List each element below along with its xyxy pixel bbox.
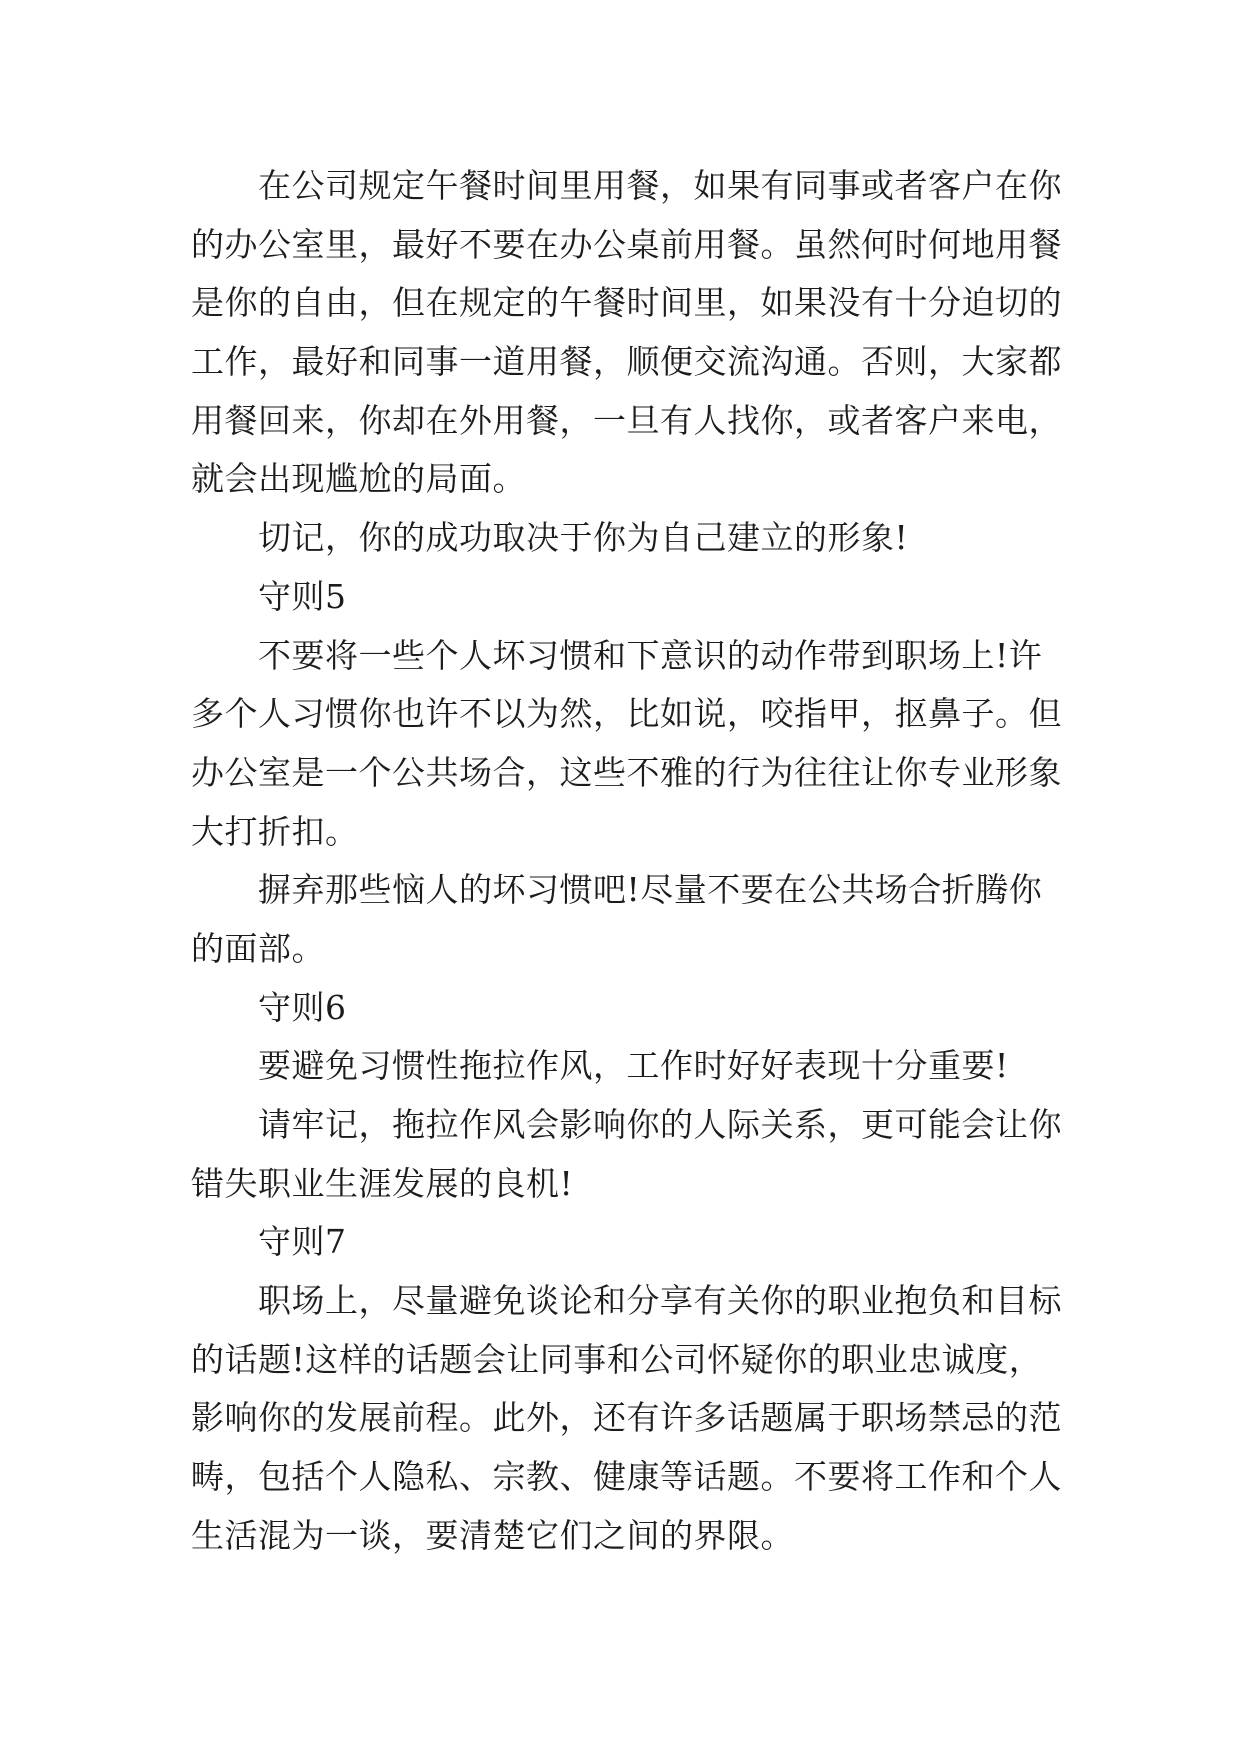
rule-heading-5 — [191, 568, 1071, 627]
paragraph-line: 要避免习惯性拖拉作风，工作时好好表现十分重要! — [258, 1046, 1009, 1086]
paragraph-line: 的办公室里，最好不要在办公桌前用餐。虽然何时何地用餐 — [191, 224, 1062, 264]
paragraph-line: 多个人习惯你也许不以为然，比如说，咬指甲，抠鼻子。但 — [191, 694, 1062, 734]
paragraph-line: 不要将一些个人坏习惯和下意识的动作带到职场上!许 — [258, 635, 1043, 675]
paragraph-line: 职场上，尽量避免谈论和分享有关你的职业抱负和目标 — [258, 1281, 1062, 1321]
paragraph-line: 办公室是一个公共场合，这些不雅的行为往往让你专业形象 — [191, 752, 1062, 792]
rule-heading-7 — [191, 1213, 1071, 1272]
paragraph-line: 用餐回来，你却在外用餐，一旦有人找你，或者客户来电， — [191, 400, 1062, 440]
paragraph-line: 就会出现尴尬的局面。 — [191, 459, 526, 499]
paragraph-abandon-habits — [191, 861, 1071, 978]
rule-heading-text: 守则6 — [258, 987, 347, 1027]
rule-heading-6 — [191, 979, 1071, 1038]
paragraph-taboo-topics — [191, 1272, 1071, 1565]
paragraph-line: 的话题!这样的话题会让同事和公司怀疑你的职业忠诚度， — [191, 1339, 1043, 1379]
paragraph-line: 影响你的发展前程。此外，还有许多话题属于职场禁忌的范 — [191, 1398, 1062, 1438]
paragraph-line: 工作，最好和同事一道用餐，顺便交流沟通。否则，大家都 — [191, 342, 1062, 382]
paragraph-line: 生活混为一谈，要清楚它们之间的界限。 — [191, 1515, 794, 1555]
paragraph-remember-image — [191, 509, 1071, 568]
paragraph-lunch-etiquette — [191, 157, 1071, 509]
paragraph-procrastination-impact — [191, 1096, 1071, 1213]
paragraph-line: 错失职业生涯发展的良机! — [191, 1163, 574, 1203]
paragraph-bad-habits — [191, 627, 1071, 862]
paragraph-line: 请牢记，拖拉作风会影响你的人际关系，更可能会让你 — [258, 1105, 1062, 1144]
rule-heading-text: 守则7 — [258, 1222, 347, 1262]
paragraph-line: 的面部。 — [191, 928, 325, 968]
paragraph-avoid-procrastination — [191, 1037, 1071, 1096]
rule-heading-text: 守则5 — [258, 576, 347, 616]
paragraph-line: 畴，包括个人隐私、宗教、健康等话题。不要将工作和个人 — [191, 1457, 1062, 1497]
paragraph-line: 摒弃那些恼人的坏习惯吧!尽量不要在公共场合折腾你 — [258, 870, 1043, 910]
paragraph-line: 是你的自由，但在规定的午餐时间里，如果没有十分迫切的 — [191, 283, 1062, 323]
document-page — [191, 157, 1071, 1566]
paragraph-line: 切记，你的成功取决于你为自己建立的形象! — [258, 518, 909, 558]
paragraph-line: 大打折扣。 — [191, 811, 359, 851]
paragraph-line: 在公司规定午餐时间里用餐，如果有同事或者客户在你 — [258, 166, 1062, 205]
